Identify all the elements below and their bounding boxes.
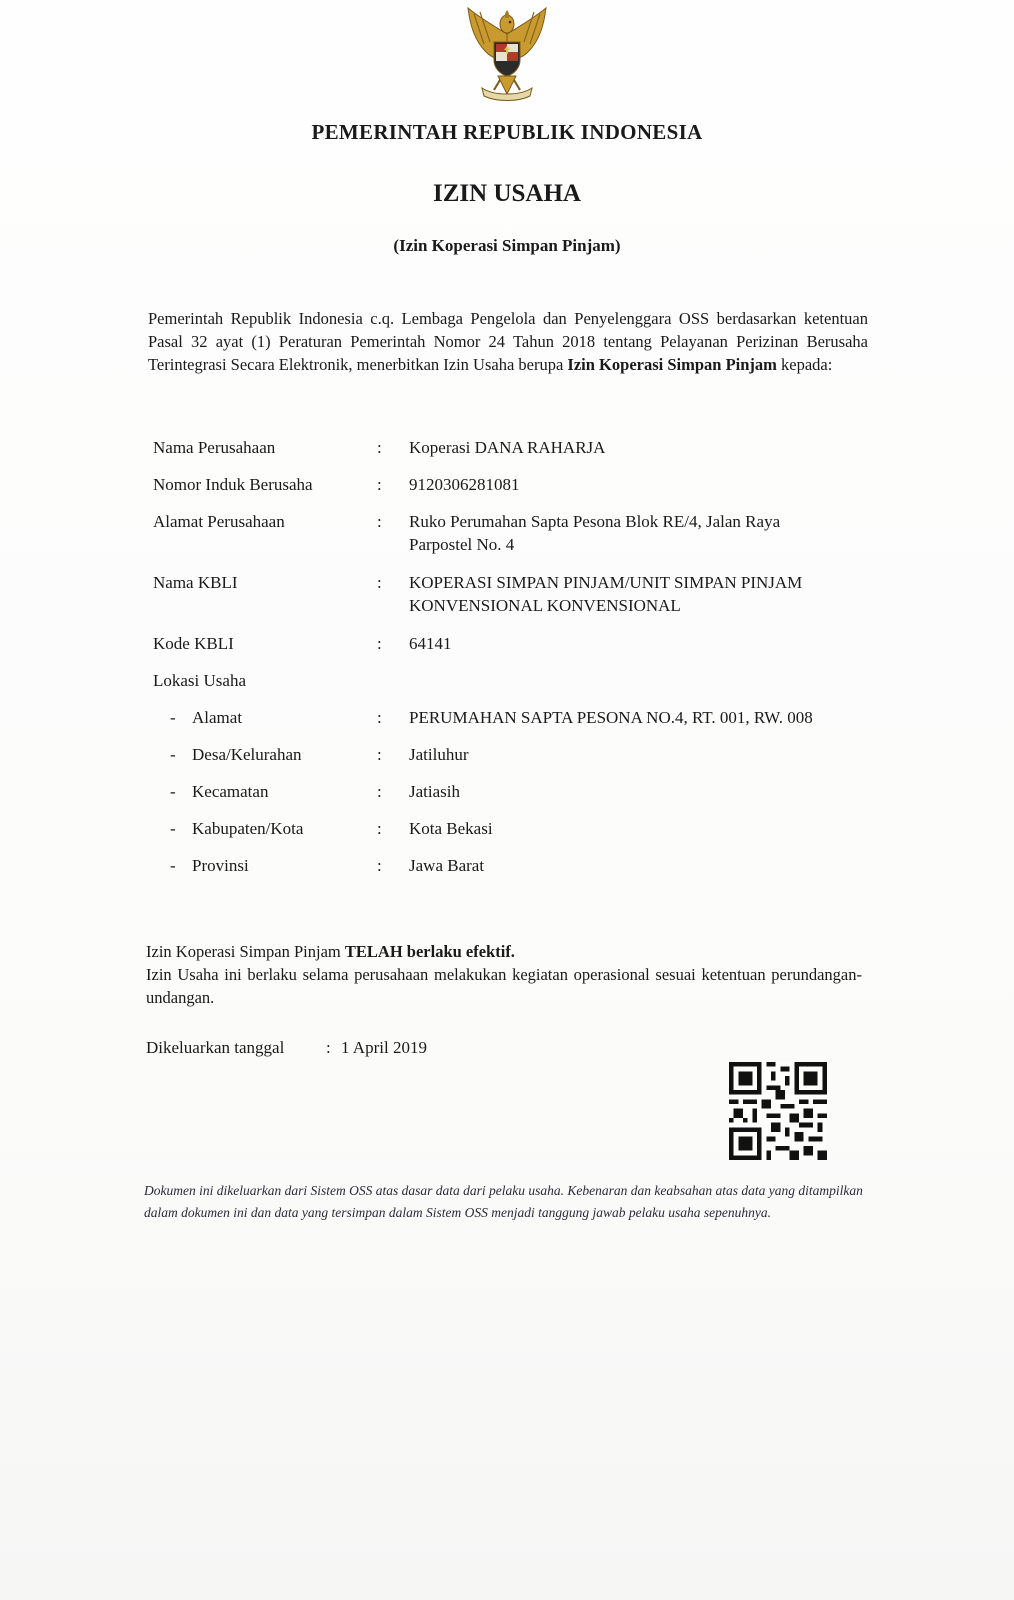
kecamatan-value: Jatiasih xyxy=(409,782,460,801)
list-dash: - xyxy=(170,819,176,838)
status-paragraph xyxy=(146,940,862,1009)
intro-text: Pemerintah Republik Indonesia c.q. Lembaga Pengelola dan Penyelenggara OSS berdasarkan ketentuan Pasal 32 ayat (1) Peraturan Pemerintah Nomor 24 Tahun 2018 tentang Pelayanan Perizinan Berusaha Terintegrasi Secara Elektronik, menerbitkan Izin Usaha berupa xyxy=(148,309,868,374)
kecamatan-label xyxy=(170,780,370,803)
separator: : xyxy=(377,745,382,764)
separator: : xyxy=(377,856,382,875)
alamat-perusahaan-label: Alamat Perusahaan xyxy=(153,512,285,531)
alamat-label-text: Alamat xyxy=(192,708,243,727)
separator: : xyxy=(377,512,382,531)
desa-label-text: Desa/Kelurahan xyxy=(192,745,302,764)
kode-kbli-value: 64141 xyxy=(409,634,452,653)
nama-perusahaan-label: Nama Perusahaan xyxy=(153,438,276,457)
kode-kbli-label: Kode KBLI xyxy=(153,634,234,653)
kabupaten-value: Kota Bekasi xyxy=(409,819,493,838)
nama-perusahaan-value: Koperasi DANA RAHARJA xyxy=(409,438,606,457)
alamat-perusahaan-value: Ruko Perumahan Sapta Pesona Blok RE/4, Jalan Raya Parpostel No. 4 xyxy=(409,512,781,554)
separator: : xyxy=(377,573,382,592)
provinsi-label-text: Provinsi xyxy=(192,856,249,875)
lokasi-usaha-label: Lokasi Usaha xyxy=(153,671,247,690)
list-dash: - xyxy=(170,708,176,727)
qr-code-icon xyxy=(729,1062,827,1160)
separator: : xyxy=(377,475,382,494)
intro-paragraph xyxy=(148,307,868,376)
kabupaten-label xyxy=(170,817,370,840)
intro-bold-text: Izin Koperasi Simpan Pinjam xyxy=(567,355,777,374)
issued-separator: : xyxy=(326,1038,331,1057)
document-subtitle: (Izin Koperasi Simpan Pinjam) xyxy=(393,236,621,255)
kabupaten-label-text: Kabupaten/Kota xyxy=(192,819,304,838)
alamat-label xyxy=(170,706,370,729)
status-line-1-text: Izin Koperasi Simpan Pinjam xyxy=(146,942,345,961)
document-title: IZIN USAHA xyxy=(433,180,581,207)
status-line-2: Izin Usaha ini berlaku selama perusahaan melakukan kegiatan operasional sesuai ketentuan perundangan-undangan. xyxy=(146,965,862,1007)
provinsi-value: Jawa Barat xyxy=(409,856,485,875)
status-line-1 xyxy=(146,940,862,963)
separator: : xyxy=(377,782,382,801)
nib-label: Nomor Induk Berusaha xyxy=(153,475,313,494)
nama-kbli-value: KOPERASI SIMPAN PINJAM/UNIT SIMPAN PINJAM KONVENSIONAL KONVENSIONAL xyxy=(409,573,803,615)
intro-end-text: kepada: xyxy=(776,355,833,374)
list-dash: - xyxy=(170,782,176,801)
garuda-emblem-icon xyxy=(460,4,554,104)
nama-kbli-label: Nama KBLI xyxy=(153,573,238,592)
issued-date: 1 April 2019 xyxy=(341,1038,427,1057)
status-effective-text: TELAH berlaku efektif. xyxy=(344,942,515,961)
desa-value: Jatiluhur xyxy=(409,745,469,764)
list-dash: - xyxy=(170,745,176,764)
separator: : xyxy=(377,438,382,457)
disclaimer-text: Dokumen ini dikeluarkan dari Sistem OSS atas dasar data dari pelaku usaha. Kebenaran dan keabsahan atas data yang ditampilkan dalam dokumen ini dan data yang tersimpan dalam Sistem OSS menjadi tanggung jawab pelaku usaha sepenuhnya. xyxy=(144,1183,863,1220)
desa-label xyxy=(170,743,370,766)
list-dash: - xyxy=(170,856,176,875)
nib-value: 9120306281081 xyxy=(409,475,520,494)
separator: : xyxy=(377,708,382,727)
issued-label: Dikeluarkan tanggal xyxy=(146,1038,285,1057)
kecamatan-label-text: Kecamatan xyxy=(192,782,269,801)
provinsi-label xyxy=(170,854,370,877)
separator: : xyxy=(377,634,382,653)
separator: : xyxy=(377,819,382,838)
alamat-value: PERUMAHAN SAPTA PESONA NO.4, RT. 001, RW. 008 xyxy=(409,708,813,727)
government-title: PEMERINTAH REPUBLIK INDONESIA xyxy=(311,120,703,144)
